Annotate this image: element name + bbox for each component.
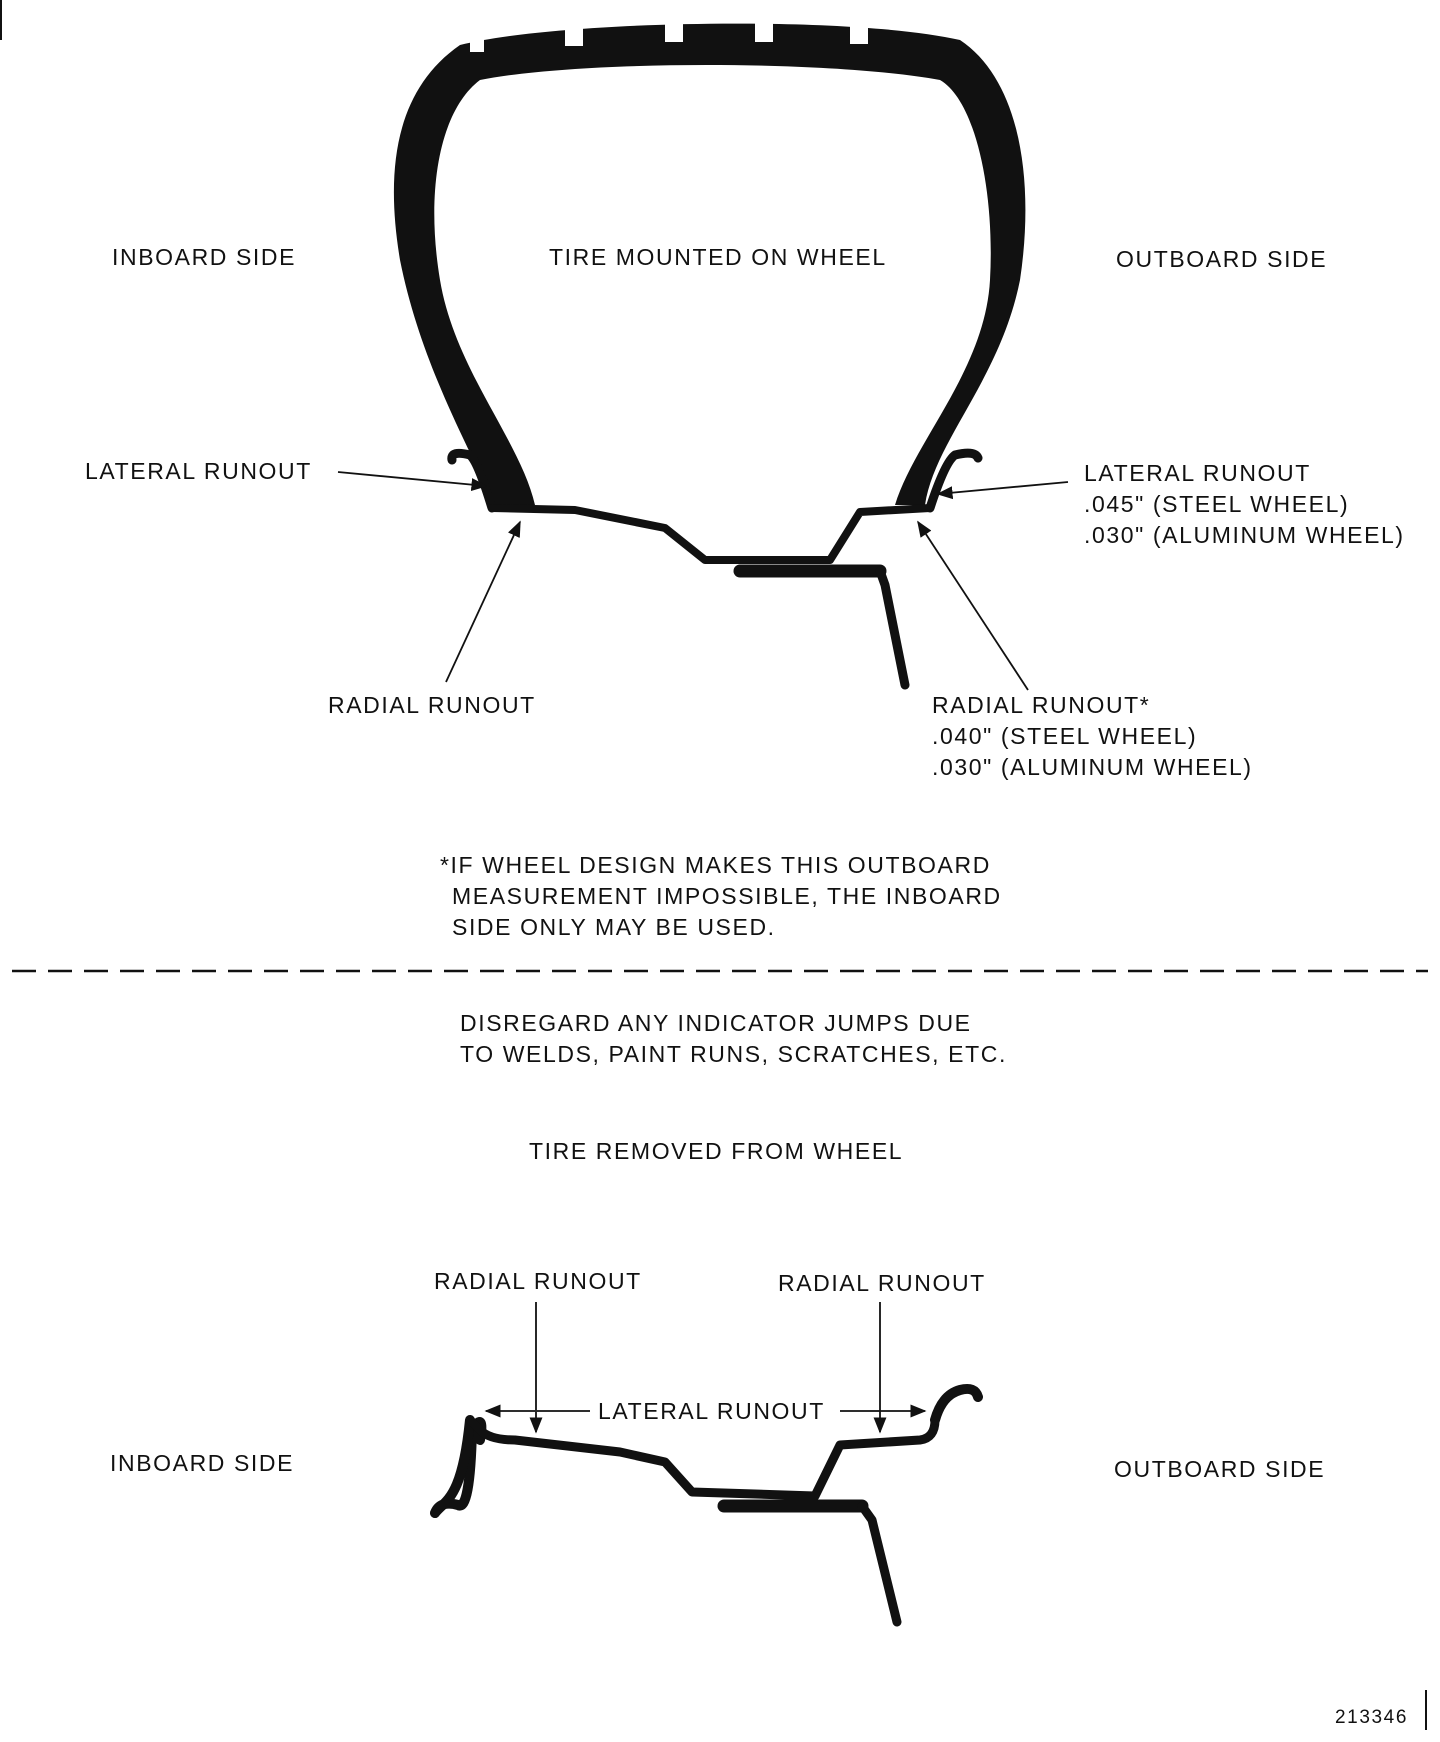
disregard-line-2: TO WELDS, PAINT RUNS, SCRATCHES, ETC. [460, 1041, 1007, 1067]
footnote-line-3: SIDE ONLY MAY BE USED. [452, 914, 776, 940]
lateral-runout-aluminum: .030" (ALUMINUM WHEEL) [1084, 522, 1405, 548]
lateral-runout-title-right: LATERAL RUNOUT [1084, 460, 1311, 486]
radial-runout-left-arrow [446, 522, 520, 682]
radial-runout-spec-right [932, 690, 1253, 783]
outboard-side-label-bottom: OUTBOARD SIDE [1114, 1456, 1326, 1482]
lateral-runout-label-bottom: LATERAL RUNOUT [594, 1396, 829, 1427]
lateral-runout-spec-right [1084, 458, 1405, 551]
lateral-runout-steel: .045" (STEEL WHEEL) [1084, 491, 1350, 517]
outboard-side-label-top: OUTBOARD SIDE [1116, 246, 1328, 272]
radial-runout-title-right: RADIAL RUNOUT* [932, 692, 1151, 718]
footnote-line-1: *IF WHEEL DESIGN MAKES THIS OUTBOARD [440, 852, 991, 878]
lateral-runout-right-arrow [938, 482, 1068, 494]
disregard-line-1: DISREGARD ANY INDICATOR JUMPS DUE [460, 1010, 972, 1036]
top-leader-lines [338, 472, 1068, 690]
radial-runout-aluminum: .030" (ALUMINUM WHEEL) [932, 754, 1253, 780]
lateral-runout-left-arrow [338, 472, 486, 486]
footnote-line-2: MEASUREMENT IMPOSSIBLE, THE INBOARD [452, 883, 1002, 909]
radial-runout-label-bottom-right: RADIAL RUNOUT [778, 1270, 986, 1296]
lateral-runout-label-left: LATERAL RUNOUT [85, 458, 312, 484]
figure-number: 213346 [1335, 1707, 1409, 1728]
top-wheel-rim [452, 453, 978, 685]
figure-title-removed: TIRE REMOVED FROM WHEEL [529, 1138, 904, 1164]
radial-runout-right-arrow [918, 522, 1028, 690]
inboard-side-label-bottom: INBOARD SIDE [110, 1450, 295, 1476]
radial-runout-steel: .040" (STEEL WHEEL) [932, 723, 1198, 749]
inboard-side-label-top: INBOARD SIDE [112, 244, 297, 270]
disregard-note [460, 1008, 1007, 1070]
radial-runout-label-left: RADIAL RUNOUT [328, 692, 536, 718]
radial-runout-label-bottom-left: RADIAL RUNOUT [434, 1268, 642, 1294]
outboard-footnote [440, 850, 1002, 943]
figure-title-mounted: TIRE MOUNTED ON WHEEL [549, 244, 887, 270]
